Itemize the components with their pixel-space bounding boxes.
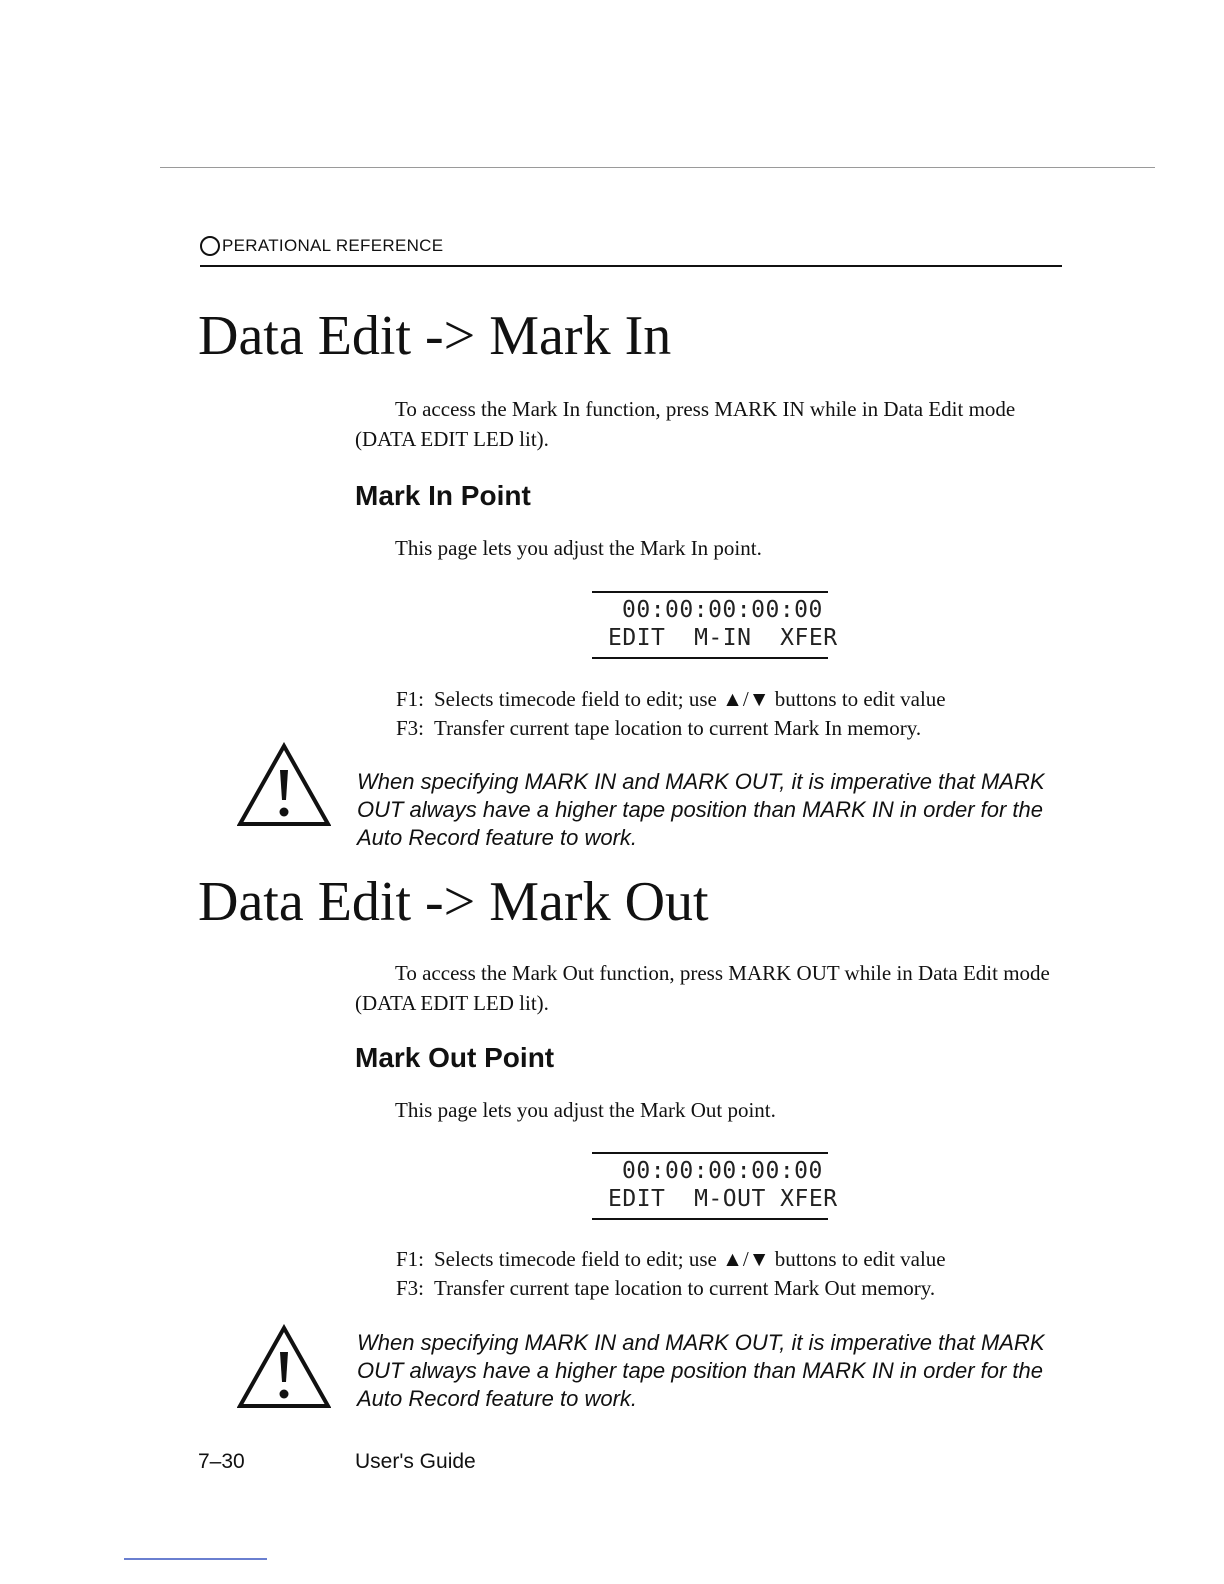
section2-warning-text: When specifying MARK IN and MARK OUT, it is imperative that MARK OUT always have a higher tape position than MARK IN in order for the Auto Record feature to work. — [357, 1330, 1045, 1411]
fkey-description: Selects timecode field to edit; use ▲/▼ buttons to edit value — [434, 1247, 946, 1271]
lcd-line2: EDIT M-OUT XFER — [608, 1186, 838, 1212]
running-header — [200, 236, 443, 256]
fkey-description: Transfer current tape location to current Mark Out memory. — [434, 1276, 936, 1300]
header-text: PERATIONAL REFERENCE — [222, 236, 444, 255]
fkey-label: F1: — [396, 687, 425, 711]
section2-intro: To access the Mark Out function, press MARK OUT while in Data Edit mode (DATA EDIT LED lit). — [355, 961, 1050, 1015]
section1-intro: To access the Mark In function, press MARK IN while in Data Edit mode (DATA EDIT LED lit). — [355, 397, 1016, 451]
fkey-label: F1: — [396, 1247, 425, 1271]
bottom-rule — [124, 1558, 267, 1560]
section1-lcd-display — [592, 591, 838, 659]
warning-icon — [237, 742, 331, 828]
lcd-line1: 00:00:00:00:00 — [622, 597, 823, 623]
footer-page-number: 7–30 — [198, 1450, 245, 1473]
section1-title: Data Edit -> Mark In — [198, 305, 672, 367]
warning-icon — [237, 1324, 331, 1410]
fkey-row — [396, 714, 1056, 743]
fkey-row — [396, 685, 1056, 714]
section1-fkey-list — [396, 685, 1056, 743]
header-cap-letter — [200, 236, 220, 256]
header-rule — [200, 265, 1062, 267]
section2-lcd-display — [592, 1152, 838, 1220]
lcd-line2: EDIT M-IN XFER — [608, 625, 838, 651]
fkey-label: F3: — [396, 1276, 425, 1300]
footer-doc-title: User's Guide — [355, 1450, 476, 1473]
section2-description: This page lets you adjust the Mark Out point. — [395, 1098, 776, 1122]
section1-subheading: Mark In Point — [355, 480, 531, 511]
fkey-row — [396, 1245, 1056, 1274]
lcd-line1: 00:00:00:00:00 — [622, 1158, 823, 1184]
fkey-row — [396, 1274, 1056, 1303]
section2-title: Data Edit -> Mark Out — [198, 871, 709, 933]
fkey-description: Transfer current tape location to current Mark In memory. — [434, 716, 922, 740]
top-rule — [160, 167, 1155, 168]
section1-warning-text: When specifying MARK IN and MARK OUT, it is imperative that MARK OUT always have a higher tape position than MARK IN in order for the Auto Record feature to work. — [357, 769, 1045, 850]
section1-description: This page lets you adjust the Mark In point. — [395, 536, 762, 560]
fkey-description: Selects timecode field to edit; use ▲/▼ buttons to edit value — [434, 687, 946, 711]
fkey-label: F3: — [396, 716, 425, 740]
section2-subheading: Mark Out Point — [355, 1042, 555, 1073]
section2-fkey-list — [396, 1245, 1056, 1303]
